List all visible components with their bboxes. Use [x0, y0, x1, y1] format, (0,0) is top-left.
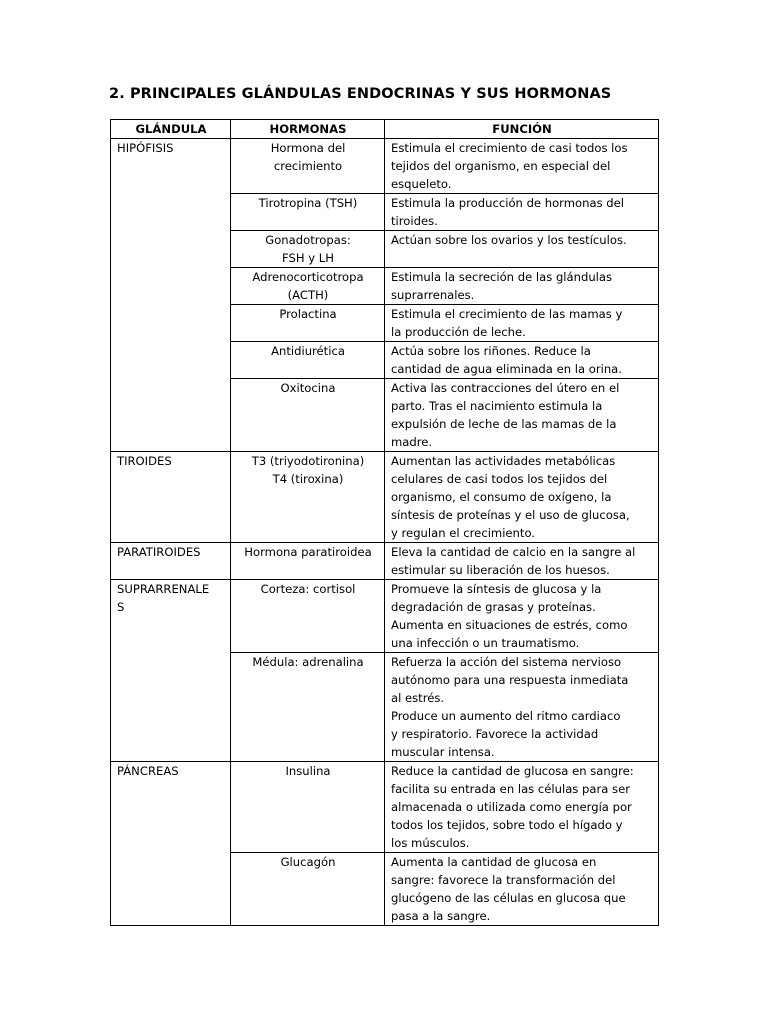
table-row [111, 543, 659, 580]
hormone-cell: Hormona del crecimiento [231, 139, 385, 194]
table-header-row [111, 120, 659, 139]
gland-cell-paratiroides: PARATIROIDES [111, 543, 231, 580]
table-row [111, 580, 659, 653]
hormone-cell: Prolactina [231, 305, 385, 342]
hormone-cell: Oxitocina [231, 379, 385, 452]
function-cell: Aumenta la cantidad de glucosa en sangre: favorece la transformación del glucógeno de las células en glucosa que pasa a la sangre. [385, 853, 659, 926]
hormone-cell: Adrenocorticotropa (ACTH) [231, 268, 385, 305]
hormone-cell: Glucagón [231, 853, 385, 926]
function-cell: Estimula la secreción de las glándulas suprarrenales. [385, 268, 659, 305]
table-row [111, 139, 659, 194]
gland-name: HIPÓFISIS [117, 141, 174, 155]
hormone-cell: Insulina [231, 762, 385, 853]
hormone-cell: Médula: adrenalina [231, 653, 385, 762]
table-row [111, 452, 659, 543]
function-cell: Reduce la cantidad de glucosa en sangre: facilita su entrada en las células para ser almacenada o utilizada como energía por todos los tejidos, sobre todo el hígado y los músculos. [385, 762, 659, 853]
header-glandula: GLÁNDULA [111, 120, 231, 139]
header-hormonas: HORMONAS [231, 120, 385, 139]
function-cell: Refuerza la acción del sistema nervioso autónomo para una respuesta inmediata al estrés. Produce un aumento del ritmo cardiaco y respiratorio. Favorece la actividad muscular intensa. [385, 653, 659, 762]
hormone-cell: Tirotropina (TSH) [231, 194, 385, 231]
table-row [111, 762, 659, 853]
hormone-cell: Corteza: cortisol [231, 580, 385, 653]
gland-cell-suprarrenales: SUPRARRENALE S [111, 580, 231, 762]
function-cell: Actúan sobre los ovarios y los testículos. [385, 231, 659, 268]
hormone-cell: T3 (triyodotironina) T4 (tiroxina) [231, 452, 385, 543]
header-funcion: FUNCIÓN [385, 120, 659, 139]
hormone-cell: Hormona paratiroidea [231, 543, 385, 580]
hormone-cell: Gonadotropas: FSH y LH [231, 231, 385, 268]
gland-cell-hipofisis [111, 139, 231, 452]
glands-table [110, 119, 659, 926]
gland-cell-tiroides: TIROIDES [111, 452, 231, 543]
function-cell: Aumentan las actividades metabólicas celulares de casi todos los tejidos del organismo, el consumo de oxígeno, la síntesis de proteínas y el uso de glucosa, y regulan el crecimiento. [385, 452, 659, 543]
function-cell: Promueve la síntesis de glucosa y la degradación de grasas y proteínas. Aumenta en situaciones de estrés, como una infección o un traumatismo. [385, 580, 659, 653]
function-cell: Eleva la cantidad de calcio en la sangre al estimular su liberación de los huesos. [385, 543, 659, 580]
page-title: 2. PRINCIPALES GLÁNDULAS ENDOCRINAS Y SUS HORMONAS [109, 86, 612, 102]
function-cell: Actúa sobre los riñones. Reduce la cantidad de agua eliminada en la orina. [385, 342, 659, 379]
hormone-cell: Antidiurética [231, 342, 385, 379]
function-cell: Activa las contracciones del útero en el parto. Tras el nacimiento estimula la expulsión de leche de las mamas de la madre. [385, 379, 659, 452]
gland-cell-pancreas: PÁNCREAS [111, 762, 231, 926]
function-cell: Estimula el crecimiento de casi todos los tejidos del organismo, en especial del esqueleto. [385, 139, 659, 194]
function-cell: Estimula la producción de hormonas del tiroides. [385, 194, 659, 231]
function-cell: Estimula el crecimiento de las mamas y la producción de leche. [385, 305, 659, 342]
